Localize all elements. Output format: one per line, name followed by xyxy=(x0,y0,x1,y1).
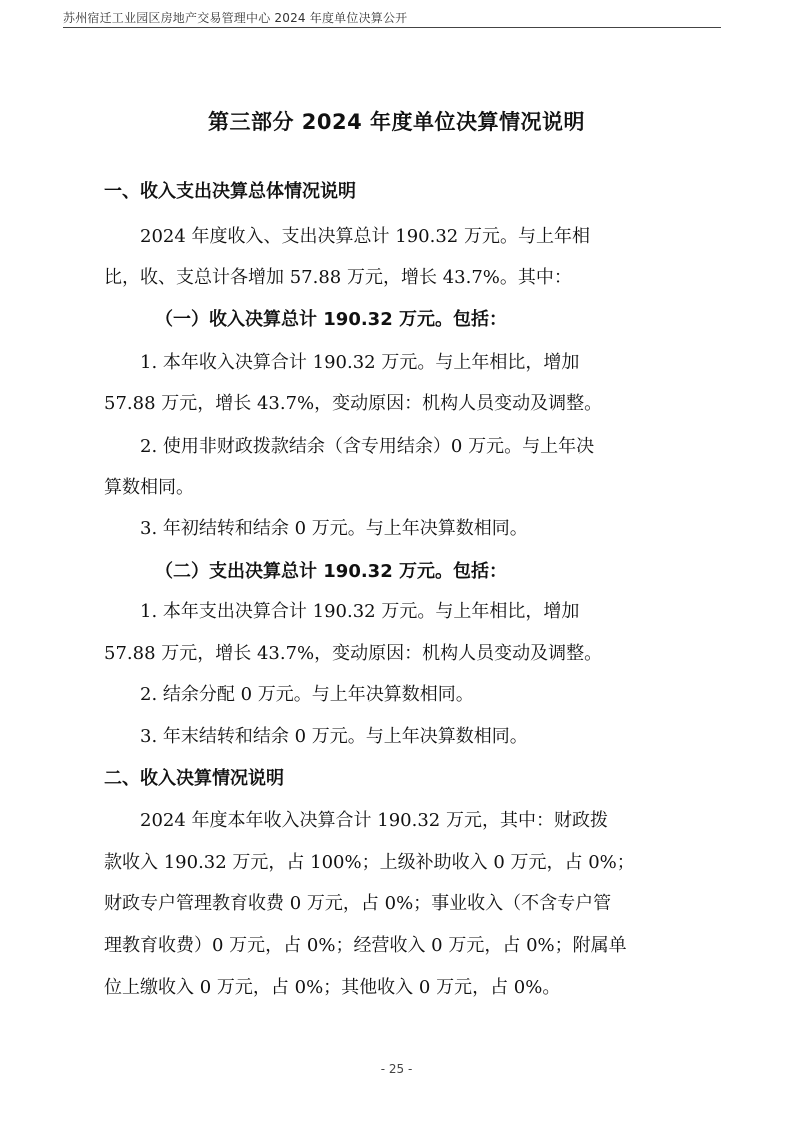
paragraph-line: 2. 结余分配 0 万元。与上年决算数相同。 xyxy=(140,684,474,705)
paragraph-line: 理教育收费）0 万元，占 0%；经营收入 0 万元，占 0%；附属单 xyxy=(104,935,627,956)
paragraph-line: 2024 年度收入、支出决算总计 190.32 万元。与上年相 xyxy=(140,226,590,247)
paragraph-line: 比，收、支总计各增加 57.88 万元，增长 43.7%。其中： xyxy=(104,267,572,288)
section-heading-2: 二、收入决算情况说明 xyxy=(104,768,284,789)
header-divider xyxy=(63,27,721,28)
page-number: - 25 - xyxy=(380,1062,413,1076)
paragraph-line: 3. 年初结转和结余 0 万元。与上年决算数相同。 xyxy=(140,518,528,539)
paragraph-line: 款收入 190.32 万元，占 100%；上级补助收入 0 万元，占 0%； xyxy=(104,852,635,873)
paragraph-line: 1. 本年支出决算合计 190.32 万元。与上年相比，增加 xyxy=(140,601,580,622)
paragraph-line: 算数相同。 xyxy=(104,477,194,498)
paragraph-line: 57.88 万元，增长 43.7%，变动原因：机构人员变动及调整。 xyxy=(104,643,603,664)
paragraph-line: 1. 本年收入决算合计 190.32 万元。与上年相比，增加 xyxy=(140,352,580,373)
paragraph-line: 位上缴收入 0 万元，占 0%；其他收入 0 万元，占 0%。 xyxy=(104,977,561,998)
paragraph-line: 3. 年末结转和结余 0 万元。与上年决算数相同。 xyxy=(140,726,528,747)
subsection-heading-expenditure: （二）支出决算总计 190.32 万元。包括： xyxy=(155,561,507,582)
paragraph-line: 2. 使用非财政拨款结余（含专用结余）0 万元。与上年决 xyxy=(140,436,595,457)
section-heading-1: 一、收入支出决算总体情况说明 xyxy=(104,181,356,202)
page-title: 第三部分 2024 年度单位决算情况说明 xyxy=(207,110,586,134)
paragraph-line: 2024 年度本年收入决算合计 190.32 万元，其中：财政拨 xyxy=(140,810,608,831)
paragraph-line: 57.88 万元，增长 43.7%，变动原因：机构人员变动及调整。 xyxy=(104,393,603,414)
paragraph-line: 财政专户管理教育收费 0 万元，占 0%；事业收入（不含专户管 xyxy=(104,893,612,914)
page-header: 苏州宿迁工业园区房地产交易管理中心 2024 年度单位决算公开 xyxy=(63,11,408,25)
subsection-heading-income: （一）收入决算总计 190.32 万元。包括： xyxy=(155,309,507,330)
